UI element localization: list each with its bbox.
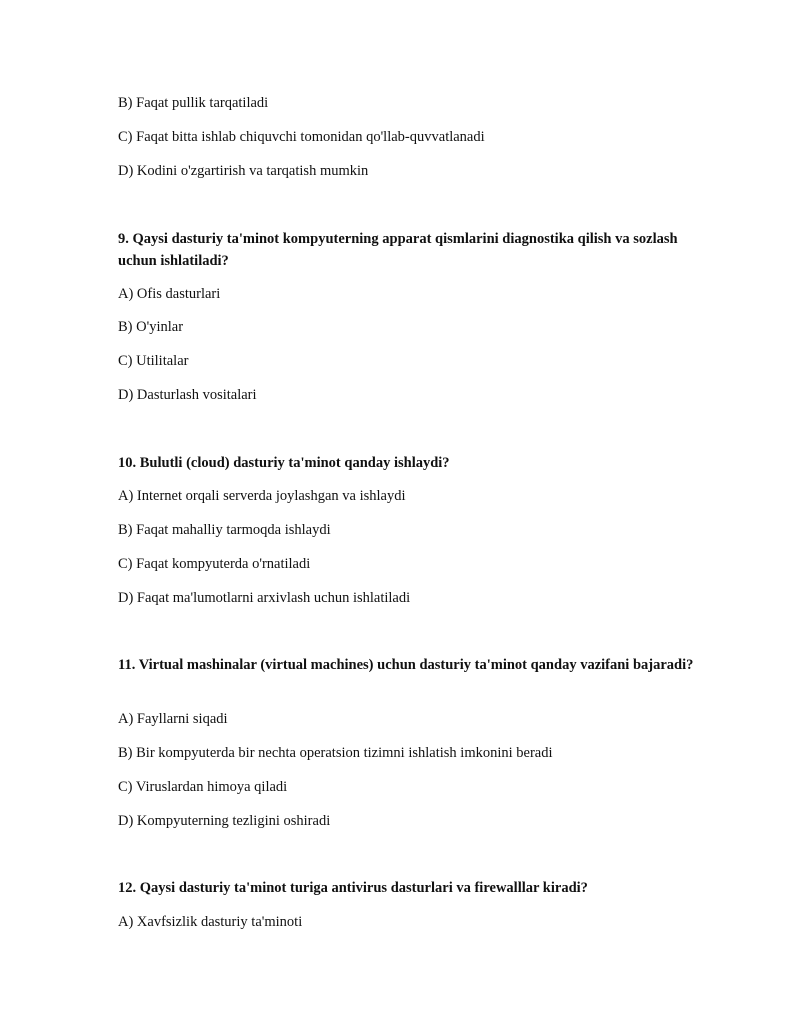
question-10: 10. Bulutli (cloud) dasturiy ta'minot qanday ishlaydi? — [118, 455, 450, 471]
q9-option-a: A) Ofis dasturlari — [118, 286, 221, 302]
q11-option-d: D) Kompyuterning tezligini oshiradi — [118, 813, 331, 829]
q12-option-a: A) Xavfsizlik dasturiy ta'minoti — [118, 914, 303, 930]
q9-option-d: D) Dasturlash vositalari — [118, 387, 257, 403]
question-12: 12. Qaysi dasturiy ta'minot turiga antivirus dasturlari va firewalllar kiradi? — [118, 880, 588, 896]
prev-option-c: C) Faqat bitta ishlab chiquvchi tomonidan qo'llab-quvvatlanadi — [118, 129, 485, 145]
q11-option-a: A) Fayllarni siqadi — [118, 711, 228, 727]
prev-option-b: B) Faqat pullik tarqatiladi — [118, 95, 269, 111]
q10-option-a: A) Internet orqali serverda joylashgan va ishlaydi — [118, 488, 406, 504]
q10-option-c: C) Faqat kompyuterda o'rnatiladi — [118, 556, 311, 572]
q9-option-c: C) Utilitalar — [118, 353, 189, 369]
q9-option-b: B) O'yinlar — [118, 319, 184, 335]
prev-option-d: D) Kodini o'zgartirish va tarqatish mumkin — [118, 163, 369, 179]
q11-option-c: C) Viruslardan himoya qiladi — [118, 779, 288, 795]
question-11: 11. Virtual mashinalar (virtual machines) uchun dasturiy ta'minot qanday vazifani bajaradi? — [118, 657, 694, 673]
question-9: 9. Qaysi dasturiy ta'minot kompyuterning apparat qismlarini diagnostika qilish va sozlash uchun ishlatiladi? — [118, 231, 678, 269]
q10-option-d: D) Faqat ma'lumotlarni arxivlash uchun ishlatiladi — [118, 590, 411, 606]
q10-option-b: B) Faqat mahalliy tarmoqda ishlaydi — [118, 522, 331, 538]
q11-option-b: B) Bir kompyuterda bir nechta operatsion tizimni ishlatish imkonini beradi — [118, 745, 553, 761]
